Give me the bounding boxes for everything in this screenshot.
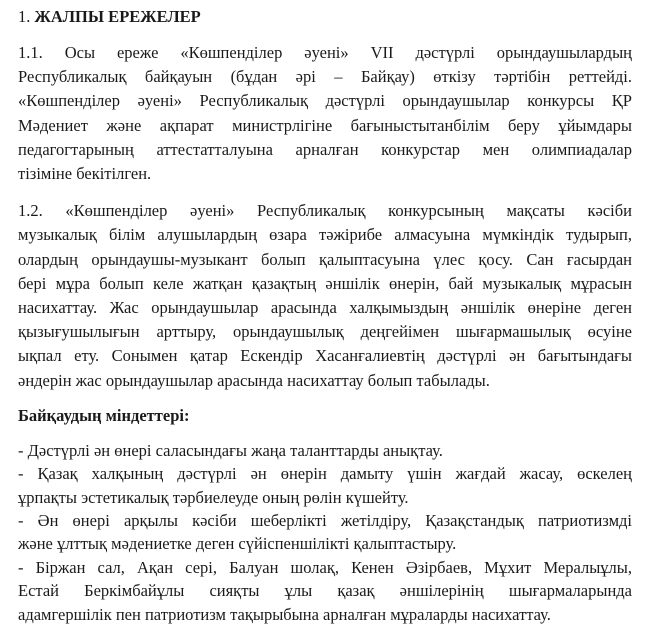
text-line: Мәдениет және ақпарат министрлігіне бағыныстытанбілім беру ұйымдары bbox=[18, 115, 632, 135]
section-title: ЖАЛПЫ ЕРЕЖЕЛЕР bbox=[34, 7, 201, 26]
text-line: олардың орындаушы-музыкант болып қалыптасуына үлес қосу. Сан ғасырдан bbox=[18, 249, 632, 269]
text-line: тізіміне бекітілген. bbox=[18, 164, 152, 184]
paragraph-1-2 bbox=[18, 199, 632, 393]
section-heading bbox=[18, 6, 632, 28]
text-line: насихаттау. Жас орындаушылар арасында халқымыздың әншілік өнеріне деген bbox=[18, 298, 632, 318]
tasks-heading: Байқаудың міндеттері: bbox=[18, 405, 190, 425]
text-line: 1.1. Осы ереже «Көшпенділер әуені» VII дәстүрлі орындаушылардың bbox=[18, 43, 632, 62]
list-item-continuation: Естай Беркімбайұлы сияқты ұлы қазақ әншілерінің шығармаларында bbox=[18, 581, 632, 601]
list-item: - Ән өнері арқылы кәсіби шеберлікті жетілдіру, Қазақстандық патриотизмді bbox=[18, 511, 632, 531]
tasks-list bbox=[18, 439, 632, 626]
text-line: бері мұра болып келе жатқан қазақтың әншілік өнерін, бай музыкалық мұрасын bbox=[18, 273, 632, 293]
text-line: педагогтарының аттестатталуына арналған конкурстар мен олимпиадалар bbox=[18, 139, 632, 159]
paragraph-1-1 bbox=[18, 41, 632, 186]
list-item: - Біржан сал, Ақан сері, Балуан шолақ, Кенен Әзірбаев, Мұхит Мералыұлы, bbox=[18, 557, 632, 577]
text-line: Республикалық байқауын (бұдан әрі – Байқау) өткізу тәртібін реттейді. bbox=[18, 67, 632, 87]
text-line: музыкалық білім алушылардың өзара тәжірибе алмасуына мүмкіндік тудырып, bbox=[18, 225, 632, 245]
list-item-continuation: және ұлттық мәдениетке деген сүйіспеншілікті қалыптастыру. bbox=[18, 534, 457, 554]
list-item-continuation: ұрпақты эстетикалық тәрбиелеуде оның рөлін күшейту. bbox=[18, 487, 409, 507]
text-line: «Көшпенділер әуені» Республикалық дәстүрлі орындаушылар конкурсы ҚР bbox=[18, 91, 632, 111]
section-number: 1. bbox=[18, 7, 31, 26]
text-line: ықпал ету. Сонымен қатар Ескендір Хасанғалиевтің дәстүрлі ән бағытындағы bbox=[18, 346, 632, 366]
list-item: - Қазақ халқының дәстүрлі ән өнерін дамыту үшін жағдай жасау, өскелең bbox=[18, 464, 632, 484]
text-line: әндерін жас орындаушылар арасында насихаттау болып табылады. bbox=[18, 370, 490, 390]
text-line: 1.2. «Көшпенділер әуені» Республикалық конкурсының мақсаты кәсіби bbox=[18, 201, 632, 221]
text-line: қызығушылығын арттыру, орындаушылық деңгейімен шығармашылық өсуіне bbox=[18, 322, 632, 342]
list-item-continuation: адамгершілік пен патриотизм тақырыбына арналған мұраларды насихаттау. bbox=[18, 604, 551, 624]
list-item: - Дәстүрлі ән өнері саласындағы жаңа таланттарды анықтау. bbox=[18, 440, 443, 460]
